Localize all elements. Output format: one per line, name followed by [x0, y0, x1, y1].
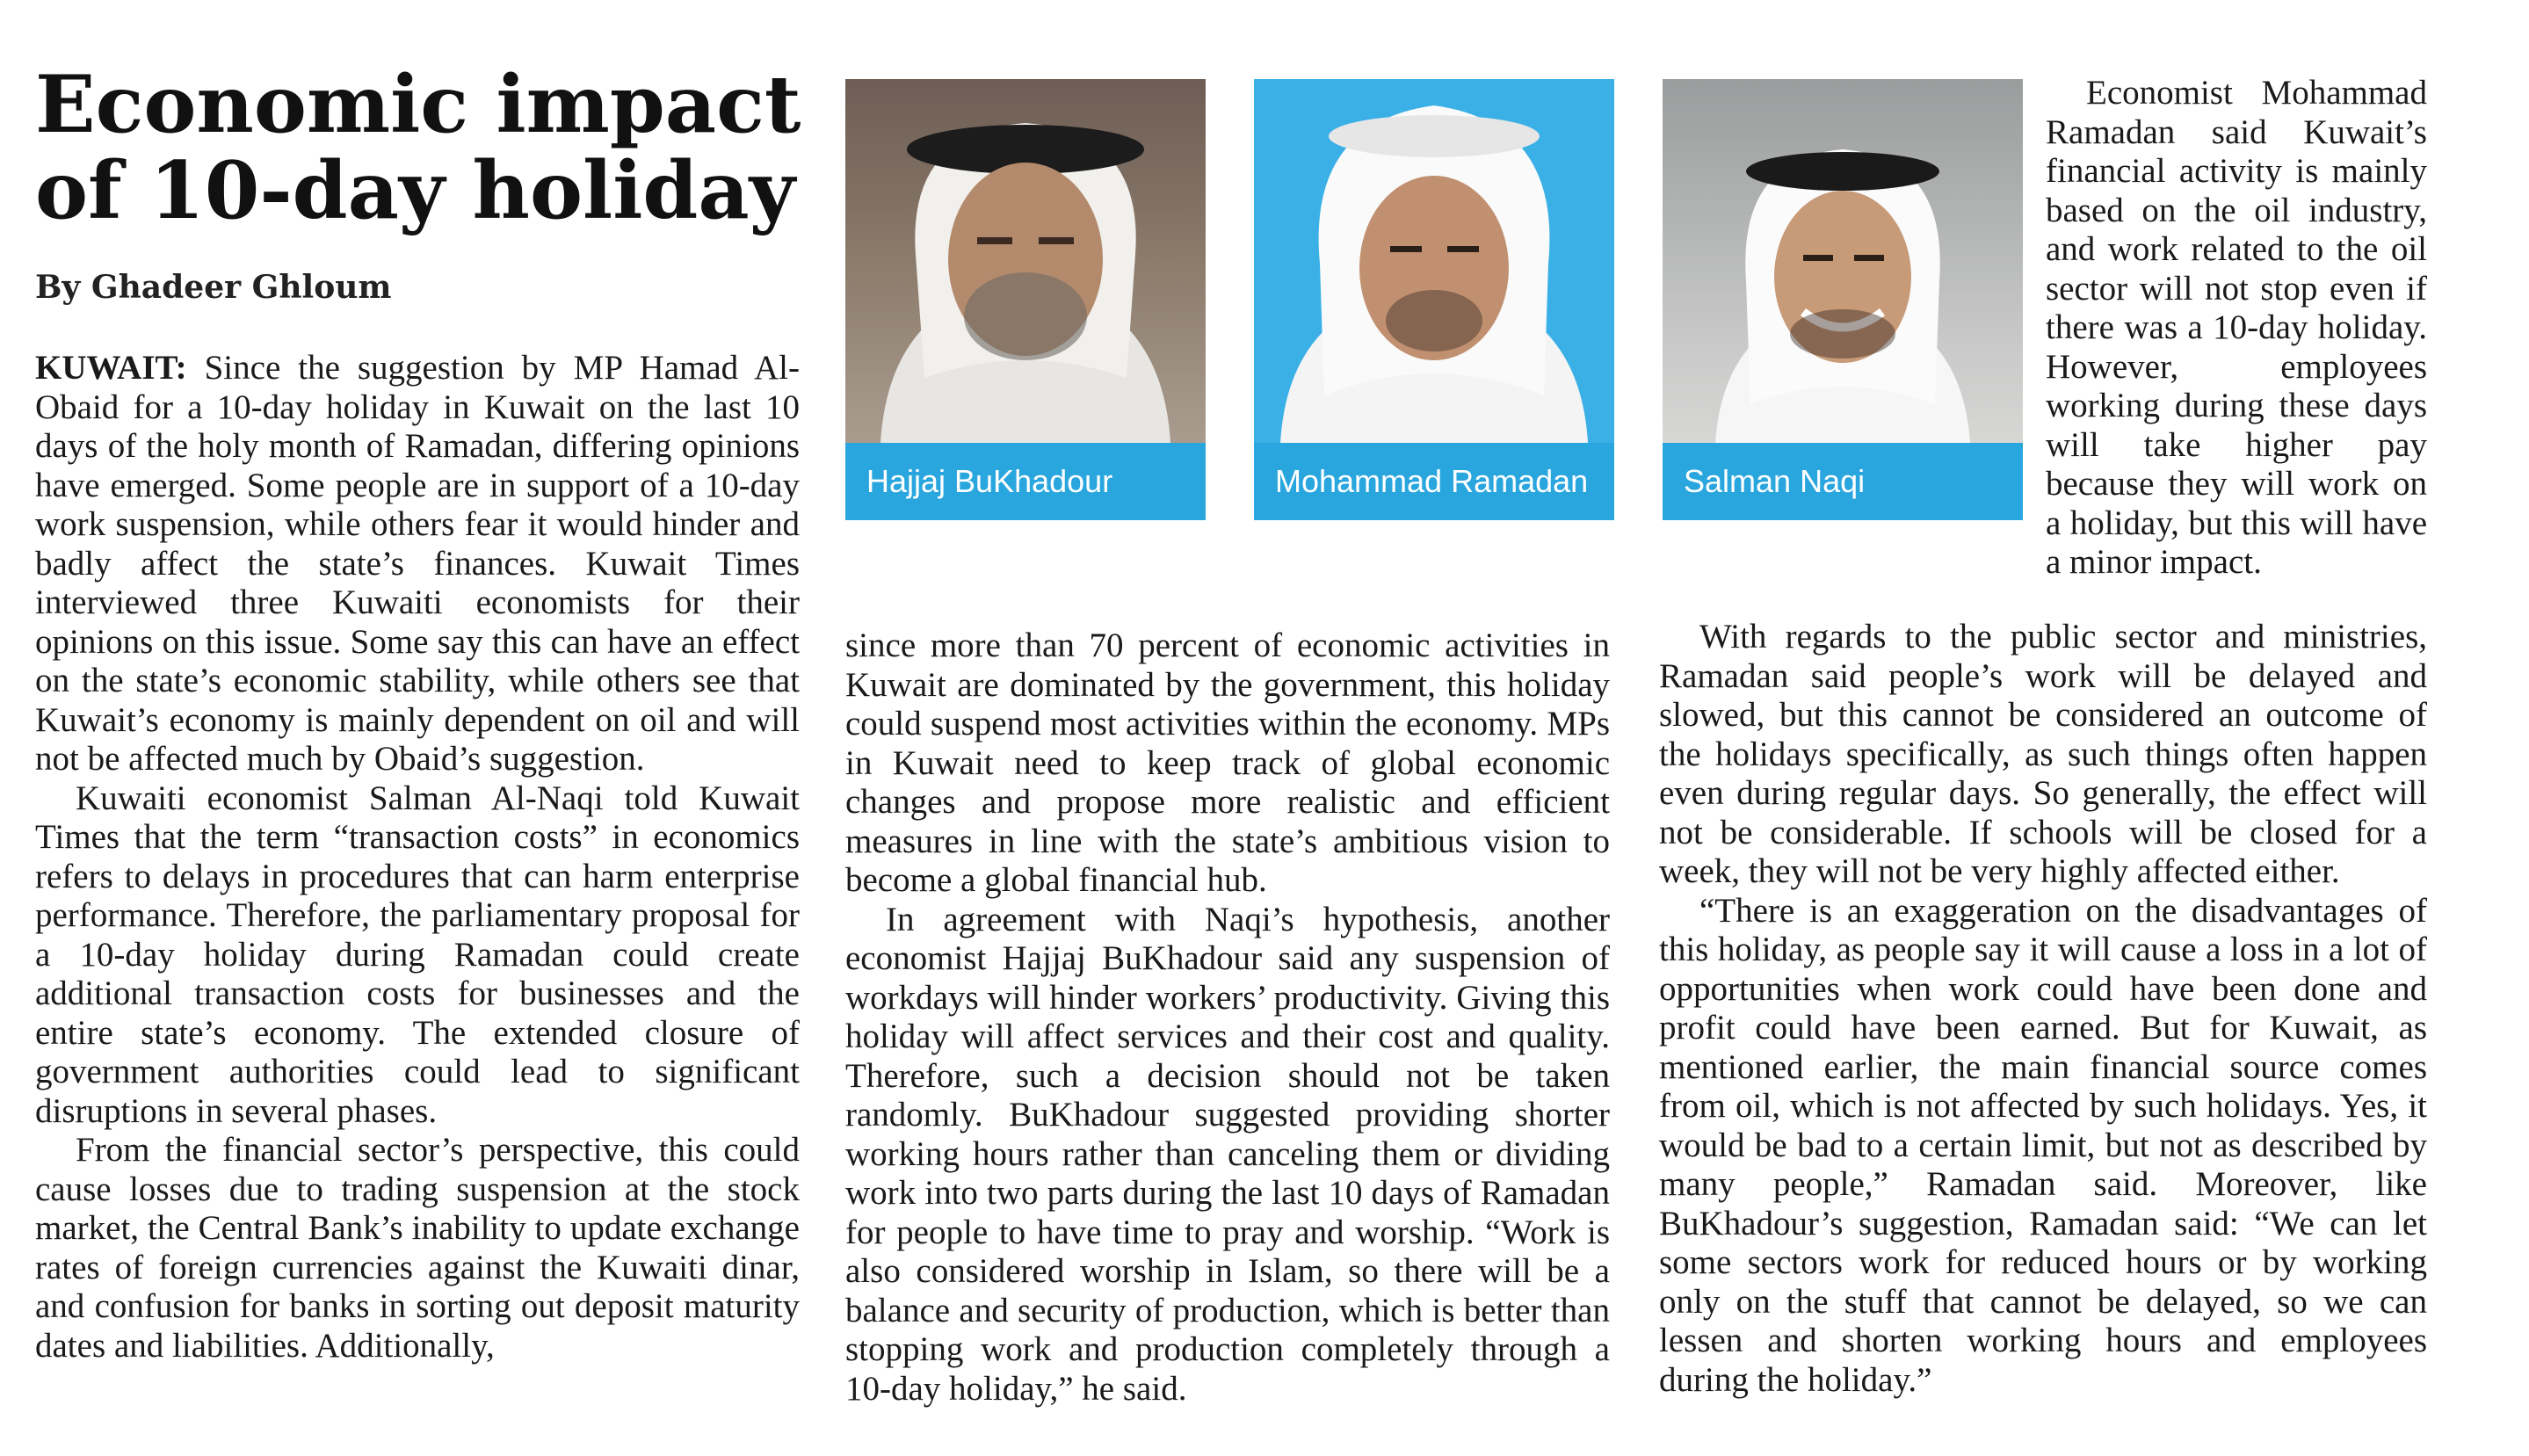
paragraph: “There is an exaggeration on the disadvantages of this holiday, as people say it will cause a loss in a lot of opportunities when work could have been done and profit could have been earned. But for Kuwait, as mentioned earlier, the main financial source comes from oil, which is not affected by such holidays. Yes, it would be bad to a certain limit, but not as described by many people,” Ramadan said. Moreover, like BuKhadour’s suggestion, Ramadan said: “We can let some sectors work for reduced hours or by working only on the stuff that cannot be delayed, so we can lessen and shorten working hours and employees during the holiday.” [1659, 891, 2427, 1399]
photo-caption: Salman Naqi [1663, 443, 2023, 520]
headline: Economic impact of 10-day holiday [35, 58, 801, 237]
photo-hajjaj-bukhadour [845, 79, 1206, 520]
column-1 [35, 349, 800, 1365]
paragraph: From the financial sector’s perspective, this could cause losses due to trading suspension at the stock market, the Central Bank’s inability to update exchange rates of foreign currencies against the Kuwaiti dinar, and confusion for banks in sorting out deposit maturity dates and liabilities. Additionally, [35, 1131, 800, 1365]
column-3 [1659, 618, 2427, 1400]
portrait-illustration [1254, 79, 1614, 443]
paragraph: Economist Mohammad Ramadan said Kuwait’s financial activity is mainly based on the oil industry, and work related to the oil sector will not stop even if there was a 10-day holiday. However, employees working during these days will take higher pay because they will work on a holiday, but this will have a minor impact. [2046, 74, 2427, 581]
paragraph-text: Since the suggestion by MP Hamad Al-Obaid for a 10-day holiday in Kuwait on the last 10 days of the holy month of Ramadan, differing opinions have emerged. Some people are in support of a 10-day work suspension, while others fear it would hinder and badly affect the state’s finances. Kuwait Times interviewed three Kuwaiti economists for their opinions on this issue. Some say this can have an effect on the state’s economic stability, while others see that Kuwait’s economy is mainly dependent on oil and will not be affected much by Obaid’s suggestion. [35, 349, 800, 778]
dateline: KUWAIT: [35, 349, 187, 387]
byline: By Ghadeer Ghloum [35, 269, 392, 306]
portrait-illustration [1663, 79, 2023, 443]
column-2 [845, 627, 1610, 1409]
paragraph: With regards to the public sector and ministries, Ramadan said people’s work will be delayed and slowed, but this cannot be considered an outcome of the holidays specifically, as such things often happen even during regular days. So generally, the effect will not be considerable. If schools will be closed for a week, they will not be very highly affected either. [1659, 618, 2427, 890]
photo-caption: Mohammad Ramadan [1254, 443, 1614, 520]
paragraph: since more than 70 percent of economic activities in Kuwait are dominated by the government, this holiday could suspend most activities within the economy. MPs in Kuwait need to keep track of global economic changes and propose more realistic and efficient measures in line with the state’s ambitious vision to become a global financial hub. [845, 627, 1610, 899]
portrait-illustration [845, 79, 1206, 443]
paragraph: Kuwaiti economist Salman Al-Naqi told Kuwait Times that the term “transaction costs” in economics refers to delays in procedures that can harm enterprise performance. Therefore, the parliamentary proposal for a 10-day holiday during Ramadan could create additional transaction costs for businesses and the entire state’s economy. The extended closure of government authorities could lead to significant disruptions in several phases. [35, 779, 800, 1130]
photo-caption: Hajjaj BuKhadour [845, 443, 1206, 520]
photo-salman-naqi [1663, 79, 2023, 520]
column-3-top [2046, 74, 2427, 583]
lead-paragraph [35, 349, 800, 779]
photo-mohammad-ramadan [1254, 79, 1614, 520]
paragraph: In agreement with Naqi’s hypothesis, another economist Hajjaj BuKhadour said any suspension of workdays will hinder workers’ productivity. Giving this holiday will affect services and their cost and quality. Therefore, such a decision should not be taken randomly. BuKhadour suggested providing shorter working hours rather than canceling them or dividing work into two parts during the last 10 days of Ramadan for people to have time to pray and worship. “Work is also considered worship in Islam, so there will be a balance and security of production, which is better than stopping work and production completely through a 10-day holiday,” he said. [845, 900, 1610, 1408]
